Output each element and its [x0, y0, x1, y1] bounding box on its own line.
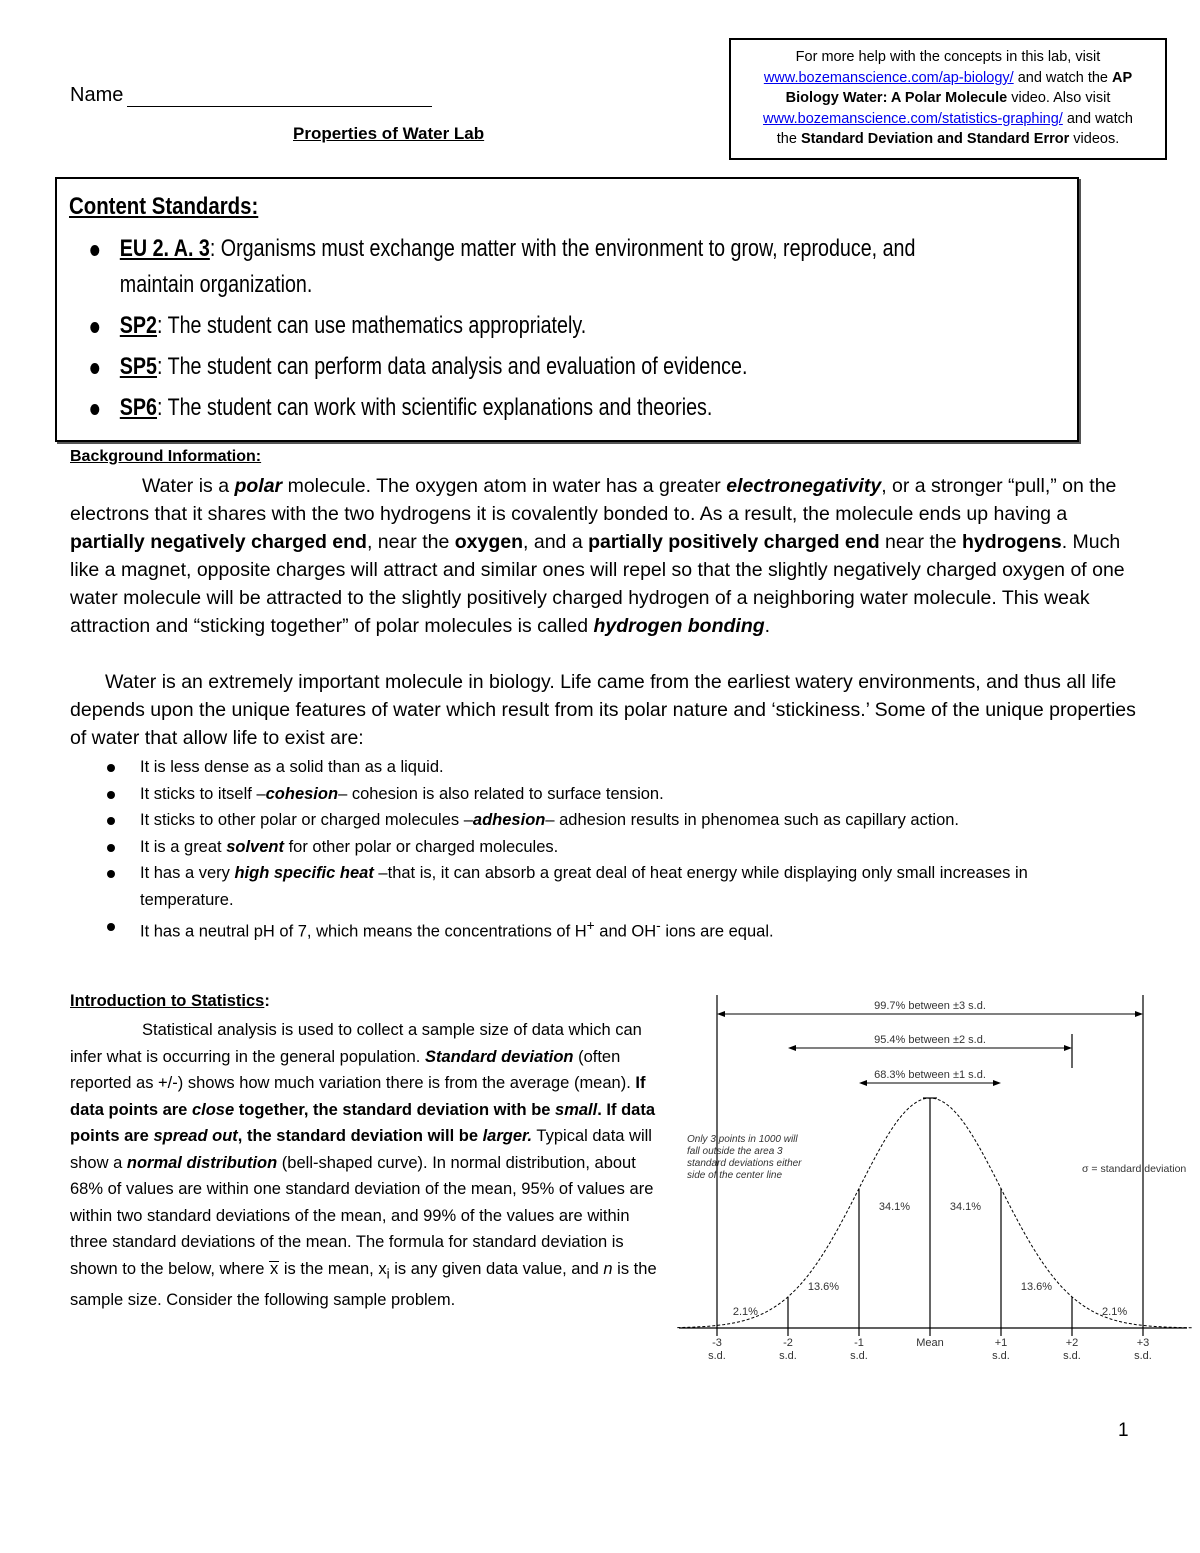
- standard-item: [87, 308, 973, 344]
- content-standards-box: [55, 177, 1079, 442]
- sd-symbol-note: σ = standard deviation: [1082, 1163, 1187, 1175]
- list-item: It sticks to other polar or charged molecules –adhesion– adhesion results in phenomea such as capillary action.: [100, 807, 1110, 834]
- region-percent-label: 2.1%: [732, 1306, 758, 1318]
- standard-text: : The student can perform data analysis and evaluation of evidence.: [157, 353, 748, 380]
- tick-label: Mean: [916, 1337, 944, 1349]
- bullet-icon: [90, 363, 99, 374]
- background-paragraph-2: Water is an extremely important molecule in biology. Life came from the earliest watery environments, and thus all life depends upon the unique features of water which result from its polar nature and ‘stickiness.’ Some of the unique properties of water that allow life to exist are:: [70, 671, 1136, 749]
- tick-label: +2: [1065, 1337, 1079, 1349]
- arrow-left-icon: [717, 1011, 725, 1017]
- tick-unit-label: s.d.: [850, 1350, 868, 1362]
- help-intro-text: For more help with the concepts in this lab, visit: [795, 49, 1101, 65]
- bullet-icon: [107, 870, 115, 878]
- arrow-left-icon: [788, 1045, 796, 1051]
- tick-label: +3: [1136, 1337, 1150, 1349]
- arrow-right-icon: [993, 1080, 1001, 1086]
- outlier-note: Only 3 points in 1000 will fall outside the area 3 standard deviations either side of the center line: [687, 1134, 802, 1181]
- standard-code: SP6: [119, 394, 158, 421]
- statistics-graphing-link[interactable]: www.bozemanscience.com/statistics-graphing/: [763, 110, 1063, 127]
- arrow-left-icon: [859, 1080, 867, 1086]
- list-item: It is less dense as a solid than as a liquid.: [100, 754, 1110, 781]
- ap-biology-link[interactable]: www.bozemanscience.com/ap-biology/: [763, 69, 1014, 86]
- bell-curve: [677, 1098, 1192, 1328]
- help-text: and watch: [1062, 110, 1133, 127]
- region-percent-label: 13.6%: [1020, 1281, 1053, 1293]
- range-label: 99.7% between ±3 s.d.: [874, 1000, 986, 1012]
- standard-text: : The student can use mathematics appropriately.: [157, 312, 587, 339]
- help-text: the: [776, 131, 801, 147]
- statistics-heading: Introduction to Statistics:: [70, 992, 270, 1010]
- bullet-icon: [90, 322, 99, 333]
- tick-label: -1: [854, 1337, 864, 1349]
- statistics-paragraph: Statistical analysis is used to collect a sample size of data which can infer what is occurring in the general population. Standard deviation (often reported as +/-) shows how much variation there is from the average (mean). If data points are close together, the standard deviation with be small. If data points are spread out, the standard deviation will be larger. Typical data will show a normal distribution (bell-shaped curve). In normal distribution, about 68% of values are within one standard deviation of the mean, 95% of values are within two standard deviations of the mean, and 99% of the values are within three standard deviations of the mean. The formula for standard deviation is shown to the below, where x is the mean, $x_i$ is any given data value, and n is the sample size. Consider the following sample problem.: [70, 1021, 657, 1310]
- background-paragraph-1: Water is a polar molecule. The oxygen atom in water has a greater electronegativity, or a stronger “pull,” on the electrons that it shares with the two hydrogens it is covalently bonded to. As a result, the molecule ends up having a partially negatively charged end, near the oxygen, and a partially positively charged end near the hydrogens. Much like a magnet, opposite charges will attract and similar ones will repel so that the slightly negatively charged oxygen of one water molecule will be attracted to the slightly positively charged hydrogen of a neighboring water molecule. This weak attraction and “sticking together” of polar molecules is called hydrogen bonding.: [70, 475, 1125, 637]
- tick-unit-label: s.d.: [779, 1350, 797, 1362]
- x-bar-symbol: x: [270, 1259, 279, 1278]
- standard-item: [87, 349, 973, 385]
- background-heading: Background Information:: [70, 448, 262, 465]
- standard-code: EU 2. A. 3: [119, 235, 210, 262]
- help-box: [729, 38, 1167, 160]
- tick-unit-label: s.d.: [1063, 1350, 1081, 1362]
- video-title-water: AP Biology Water: A Polar Molecule: [785, 69, 1133, 106]
- region-percent-label: 13.6%: [807, 1281, 840, 1293]
- standard-text: : Organisms must exchange matter with the environment to grow, reproduce, and maintain organization.: [119, 235, 916, 298]
- tick-label: -2: [783, 1337, 793, 1349]
- range-label: 68.3% between ±1 s.d.: [874, 1069, 986, 1081]
- region-percent-label: 34.1%: [878, 1201, 911, 1213]
- standards-list: [87, 231, 1167, 431]
- bullet-icon: [107, 817, 115, 825]
- bullet-icon: [90, 245, 99, 256]
- water-properties-list: [100, 754, 1110, 945]
- name-label: Name: [70, 84, 124, 106]
- standard-item: [87, 231, 973, 303]
- tick-label: +1: [994, 1337, 1008, 1349]
- list-item: It sticks to itself –cohesion– cohesion is also related to surface tension.: [100, 781, 1110, 808]
- bullet-icon: [107, 844, 115, 852]
- tick-label: -3: [712, 1337, 722, 1349]
- name-blank-line: [127, 88, 432, 107]
- help-text: videos.: [1069, 131, 1120, 147]
- tick-unit-label: s.d.: [708, 1350, 726, 1362]
- help-text: and watch the: [1013, 69, 1113, 86]
- arrow-right-icon: [1135, 1011, 1143, 1017]
- arrow-right-icon: [1064, 1045, 1072, 1051]
- list-item: It has a neutral pH of 7, which means the concentrations of H+ and OH- ions are equal.: [100, 913, 1110, 945]
- page-number: 1: [1118, 1420, 1129, 1441]
- standard-text: : The student can work with scientific explanations and theories.: [157, 394, 713, 421]
- tick-unit-label: s.d.: [1134, 1350, 1152, 1362]
- region-percent-label: 34.1%: [949, 1201, 982, 1213]
- region-percent-label: 2.1%: [1102, 1306, 1128, 1318]
- range-label: 95.4% between ±2 s.d.: [874, 1034, 986, 1046]
- tick-unit-label: s.d.: [992, 1350, 1010, 1362]
- standard-item: [87, 390, 973, 426]
- list-item: It is a great solvent for other polar or charged molecules.: [100, 834, 1110, 861]
- video-title-sd: Standard Deviation and Standard Error: [800, 131, 1070, 147]
- bullet-icon: [107, 923, 115, 931]
- page-title: Properties of Water Lab: [293, 124, 485, 143]
- name-field-label: [70, 84, 432, 107]
- standard-code: SP5: [119, 353, 158, 380]
- standard-code: SP2: [119, 312, 158, 339]
- bullet-icon: [90, 404, 99, 415]
- help-text: video. Also visit: [1007, 90, 1111, 106]
- standards-title: Content Standards:: [69, 193, 259, 220]
- list-item: It has a very high specific heat –that is, it can absorb a great deal of heat energy while displaying only small increases in temperature.: [100, 860, 1110, 913]
- normal-distribution-chart: [677, 990, 1192, 1375]
- bullet-icon: [107, 764, 115, 772]
- bullet-icon: [107, 791, 115, 799]
